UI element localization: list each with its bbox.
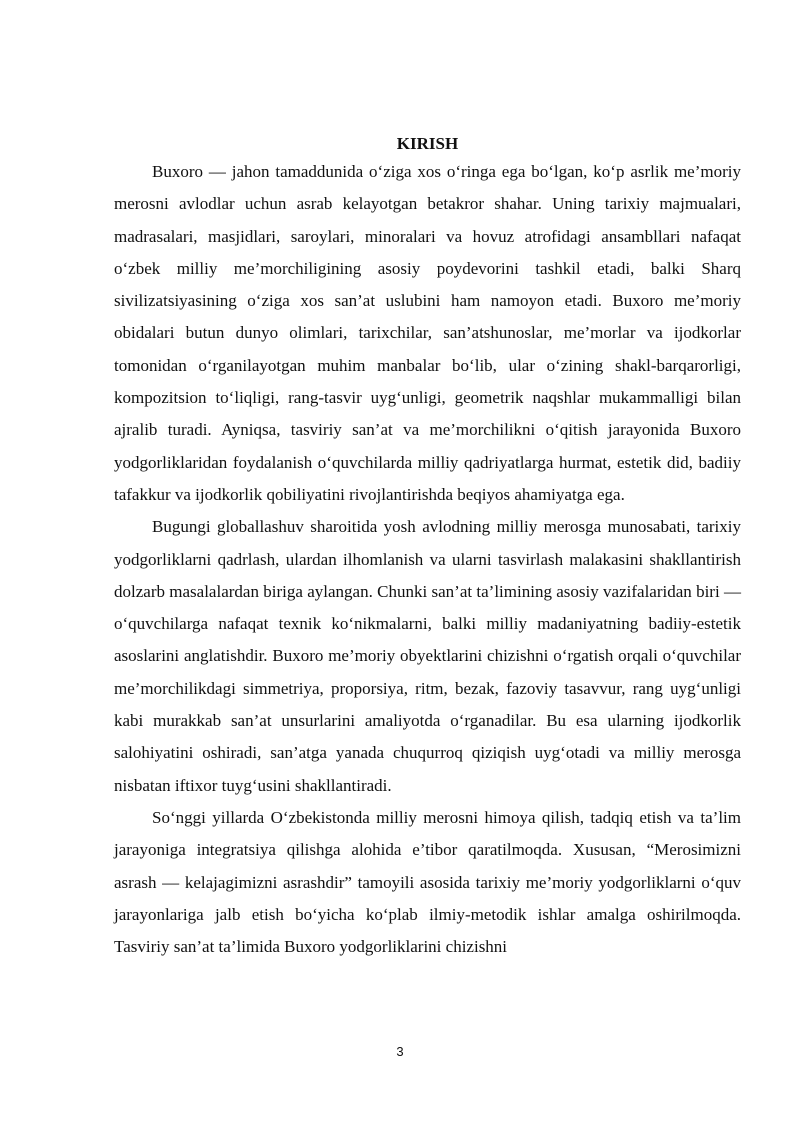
paragraph-3: So‘nggi yillarda O‘zbekistonda milliy merosni himoya qilish, tadqiq etish va ta’lim jarayoniga integratsiya qilishga alohida e’tibor qaratilmoqda. Xususan, “Merosimizni asrash — kelajagimizni asrashdir” tamoyili asosida tarixiy me’moriy yodgorliklarni o‘quv jarayonlariga jalb etish bo‘yicha ko‘plab ilmiy-metodik ishlar amalga oshirilmoqda. Tasviriy san’at ta’limida Buxoro yodgorliklarini chizishni (114, 807, 741, 957)
page-number: 3 (396, 1044, 404, 1059)
section-heading: KIRISH (396, 134, 459, 153)
paragraph-1: Buxoro — jahon tamaddunida o‘ziga xos o‘ringa ega bo‘lgan, ko‘p asrlik me’moriy merosni avlodlar uchun asrab kelayotgan betakror shahar. Uning tarixiy majmualari, madrasalari, masjidlari, saroylari, minoralari va hovuz atrofidagi ansambllari nafaqat o‘zbek milliy me’morchiligining asosiy poydevorini tashkil etadi, balki Sharq sivilizatsiyasining o‘ziga xos san’at uslubini ham namoyon etadi. Buxoro me’moriy obidalari butun dunyo olimlari, tarixchilar, san’atshunoslar, me’morlar va ijodkorlar tomonidan o‘rganilayotgan muhim manbalar bo‘lib, ular o‘zining shakl-barqarorligi, kompozitsion to‘liqligi, rang-tasvir uyg‘unligi, geometrik naqshlar mukammalligi bilan ajralib turadi. Ayniqsa, tasviriy san’at va me’morchilikni o‘qitish jarayonida Buxoro yodgorliklaridan foydalanish o‘quvchilarda milliy qadriyatlarga hurmat, estetik did, badiiy tafakkur va ijodkorlik qobiliyatini rivojlantirishda beqiyos ahamiyatga ega. (114, 162, 741, 504)
paragraph-2: Bugungi globallashuv sharoitida yosh avlodning milliy merosga munosabati, tarixiy yodgorliklarni qadrlash, ulardan ilhomlanish va ularni tasvirlash malakasini shakllantirish dolzarb masalalardan biriga aylangan. Chunki san’at ta’limining asosiy vazifalaridan biri — o‘quvchilarga nafaqat texnik ko‘nikmalarni, balki milliy madaniyatning badiiy-estetik asoslarini anglatishdir. Buxoro me’moriy obyektlarini chizishni o‘rgatish orqali o‘quvchilar me’morchilikdagi simmetriya, proporsiya, ritm, bezak, fazoviy tasavvur, rang uyg‘unligi kabi murakkab san’at unsurlarini amaliyotda o‘rganadilar. Bu esa ularning ijodkorlik salohiyatini oshiradi, san’atga yanada chuqurroq qiziqish uyg‘otadi va milliy merosga nisbatan iftixor tuyg‘usini shakllantiradi. (114, 517, 741, 795)
document-page (114, 132, 741, 963)
